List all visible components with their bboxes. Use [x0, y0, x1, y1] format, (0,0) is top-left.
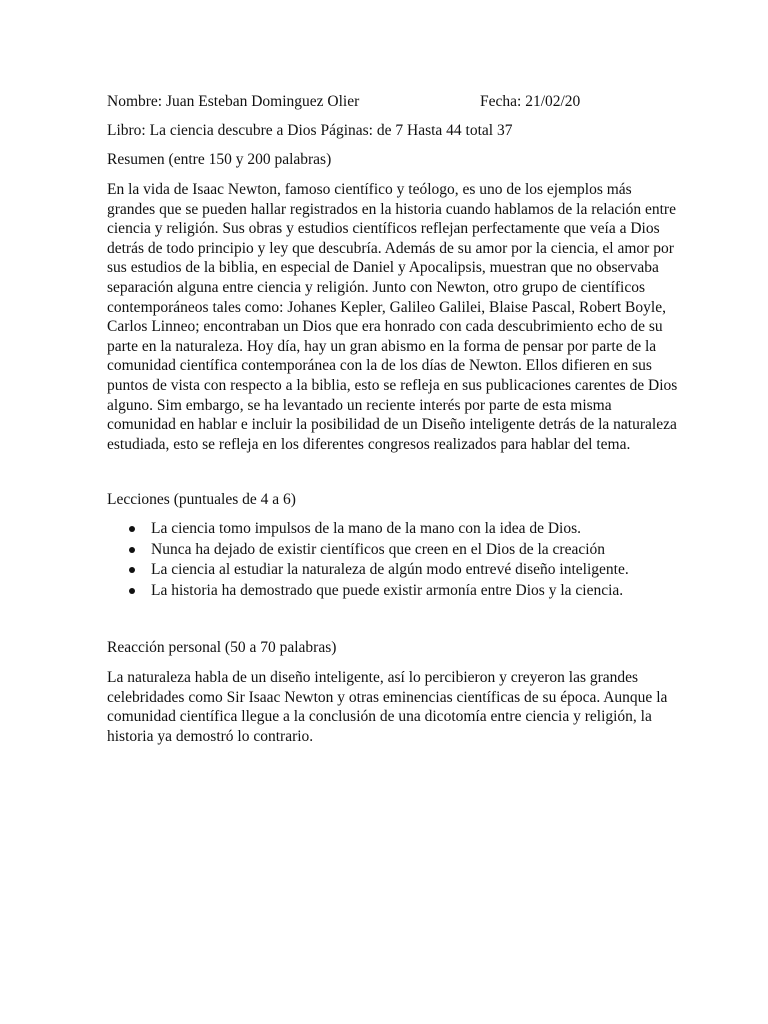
- summary-line: estudiada, esto se refleja en los diferentes congresos realizados para hablar del tema.: [107, 435, 631, 453]
- summary-line: detrás de todo principio y ley que descubría. Además de su amor por la ciencia, el amor por: [107, 239, 674, 257]
- summary-line: comunidad científica contemporánea con la de los días de Newton. Ellos difieren en sus: [107, 357, 652, 375]
- lesson-text: La ciencia al estudiar la naturaleza de algún modo entrevé diseño inteligente.: [151, 561, 629, 579]
- summary-line: comunidad en hablar e incluir la posibilidad de un Diseño inteligente detrás de la naturaleza: [107, 416, 677, 434]
- summary-line: Carlos Linneo; encontraban un Dios que era honrado con cada descubrimiento echo de su: [107, 318, 663, 336]
- list-item: [107, 540, 629, 561]
- bullet-icon: [129, 567, 135, 573]
- reaction-line: La naturaleza habla de un diseño inteligente, así lo percibieron y creyeron las grandes: [107, 669, 639, 686]
- reaction-paragraph: [107, 668, 667, 746]
- summary-line: parte en la naturaleza. Hoy día, hay un gran abismo en la forma de pensar por parte de la: [107, 337, 657, 355]
- lesson-text: La historia ha demostrado que puede existir armonía entre Dios y la ciencia.: [151, 581, 624, 599]
- reaction-line: historia ya demostró lo contrario.: [107, 727, 314, 745]
- book-info: Libro: La ciencia descubre a Dios Páginas: de 7 Hasta 44 total 37: [107, 122, 513, 139]
- bullet-icon: [129, 547, 135, 553]
- summary-line: ciencia y religión. Sus obras y estudios científicos reflejan perfectamente que veía a Dios: [107, 220, 660, 238]
- reaction-line: celebridades como Sir Isaac Newton y otras eminencias científicas de su época. Aunque la: [107, 688, 668, 706]
- list-item: [107, 581, 629, 602]
- lessons-heading: Lecciones (puntuales de 4 a 6): [107, 491, 296, 508]
- lessons-list: [107, 519, 629, 601]
- summary-line: En la vida de Isaac Newton, famoso científico y teólogo, es uno de los ejemplos más: [107, 181, 632, 198]
- summary-paragraph: [107, 180, 678, 454]
- summary-line: separación alguna entre ciencia y religión. Junto con Newton, otro grupo de científicos: [107, 278, 646, 296]
- summary-line: puntos de vista con respecto a la biblia, esto se refleja en sus publicaciones carentes de Dios: [107, 376, 678, 394]
- reaction-heading: Reacción personal (50 a 70 palabras): [107, 639, 337, 656]
- student-name: Nombre: Juan Esteban Dominguez Olier: [107, 93, 360, 110]
- summary-heading: Resumen (entre 150 y 200 palabras): [107, 151, 332, 168]
- report-date: Fecha: 21/02/20: [480, 93, 581, 110]
- reaction-line: comunidad científica llegue a la conclusión de una dicotomía entre ciencia y religión, la: [107, 708, 652, 726]
- bullet-icon: [129, 526, 135, 532]
- lesson-text: La ciencia tomo impulsos de la mano de la mano con la idea de Dios.: [151, 520, 581, 537]
- summary-line: contemporáneos tales como: Johanes Kepler, Galileo Galilei, Blaise Pascal, Robert Boyle,: [107, 298, 666, 316]
- summary-line: alguno. Sim embargo, se ha levantado un reciente interés por parte de esta misma: [107, 396, 612, 414]
- summary-line: grandes que se pueden hallar registrados en la historia cuando hablamos de la relación entre: [107, 200, 676, 218]
- list-item: [107, 519, 629, 540]
- list-item: [107, 560, 629, 581]
- lesson-text: Nunca ha dejado de existir científicos que creen en el Dios de la creación: [151, 540, 606, 558]
- bullet-icon: [129, 588, 135, 594]
- summary-line: sus estudios de la biblia, en especial de Daniel y Apocalipsis, muestran que no observaba: [107, 259, 659, 277]
